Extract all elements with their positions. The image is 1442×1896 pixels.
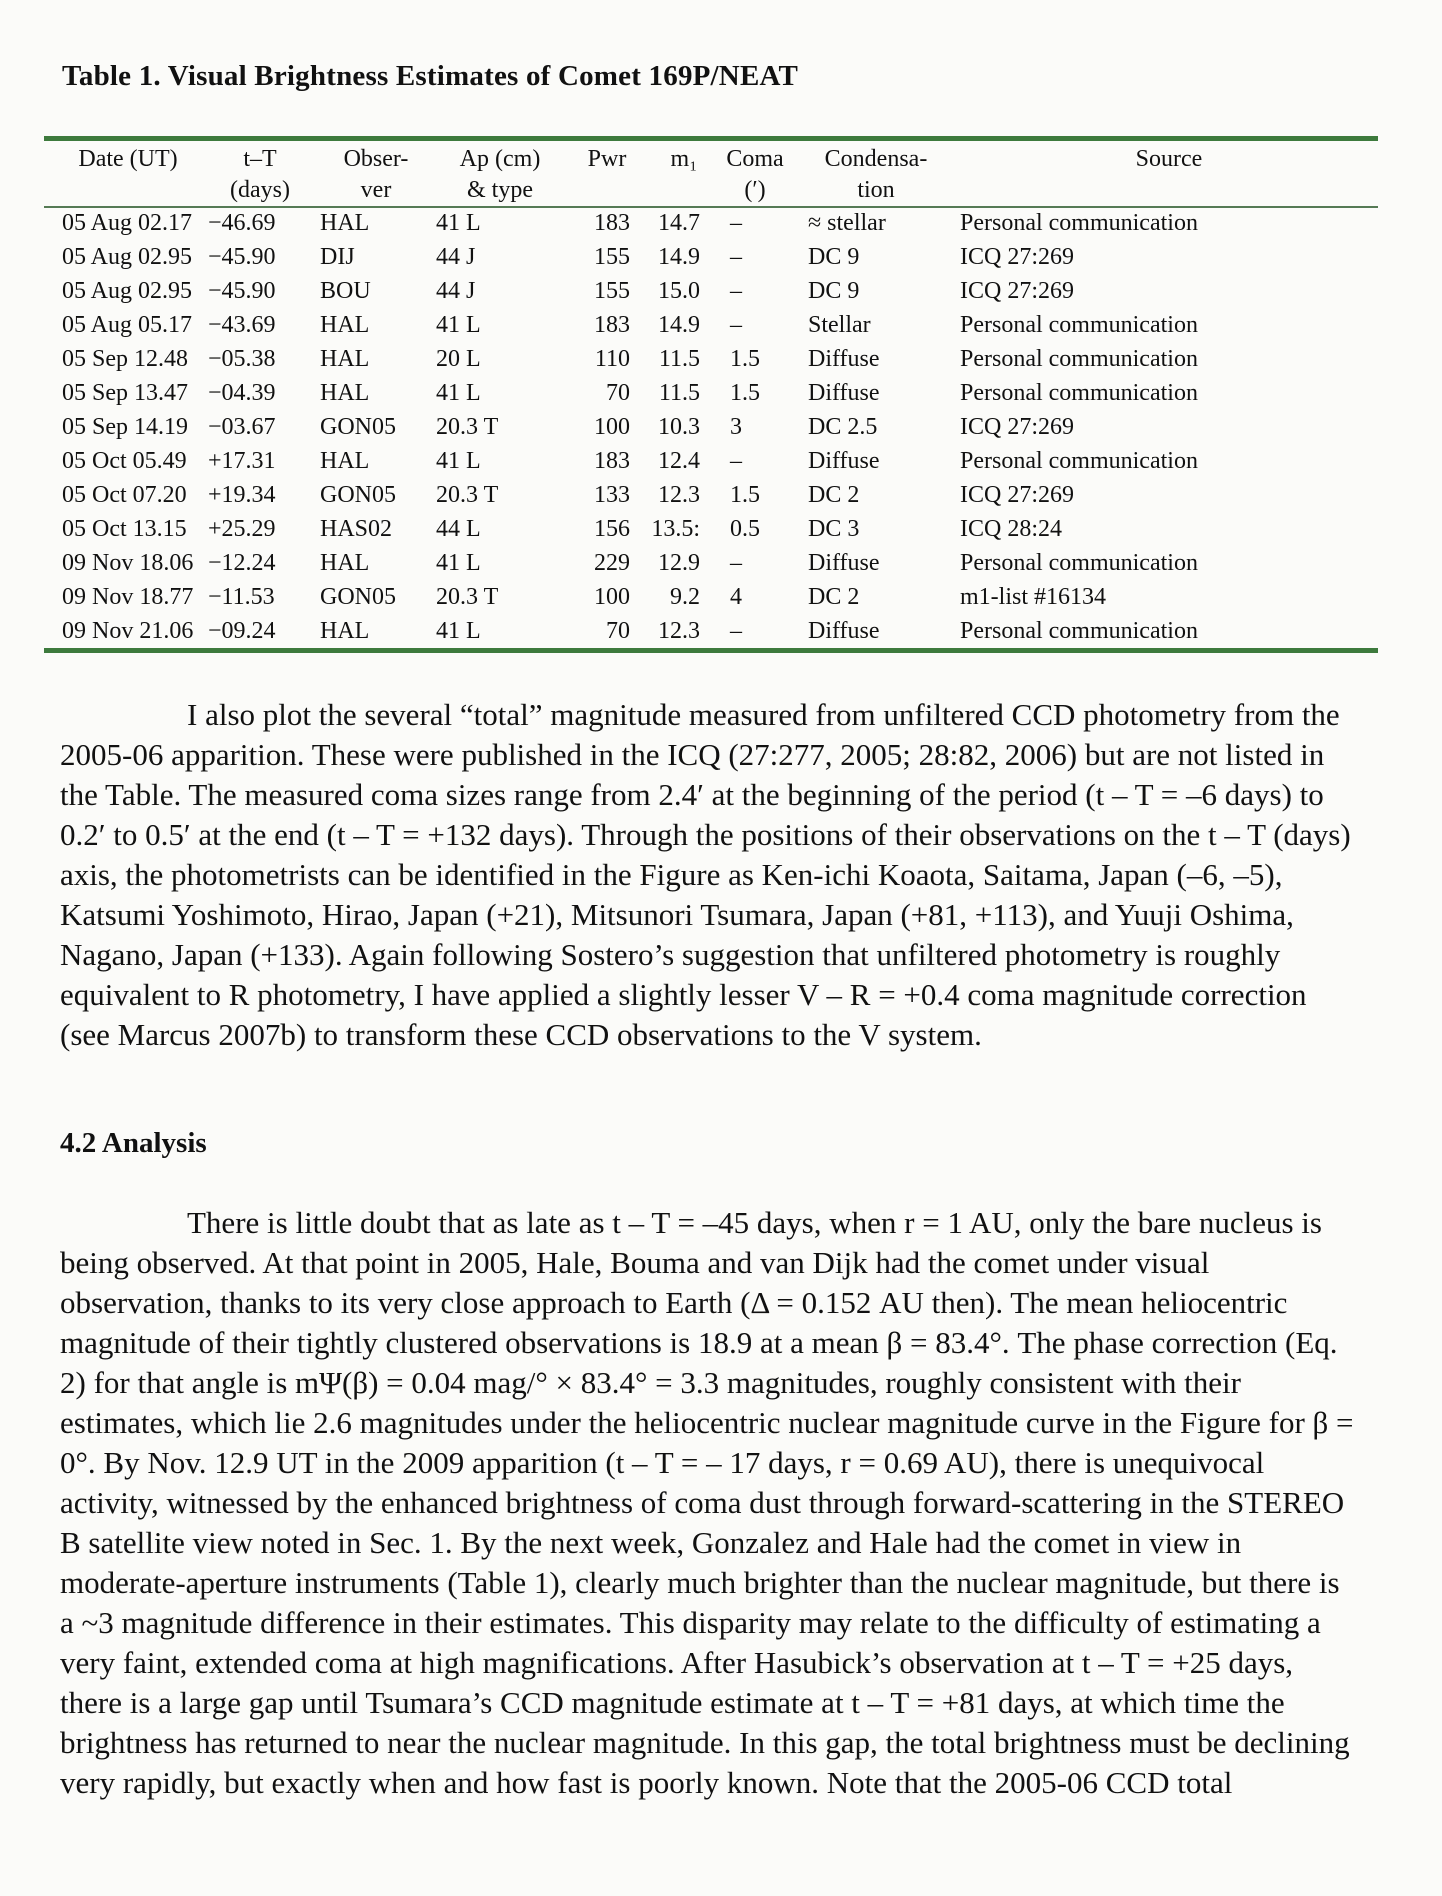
table-row bbox=[52, 240, 1378, 274]
cell-power: 155 bbox=[594, 244, 630, 270]
cell-observer: GON05 bbox=[320, 584, 396, 610]
header-aperture: Ap (cm) & type bbox=[459, 146, 541, 203]
paragraph-ccd-photometry: I also plot the several “total” magnitude measured from unfiltered CCD photometry from the 2005-06 apparition. These were published in the ICQ (27:277, 2005; 28:82, 2006) but are not listed in the Table. The measured coma sizes range from 2.4′ at the beginning of the period (t – T = –6 days) to 0.2′ to 0.5′ at the end (t – T = +132 days). Through the positions of their observations on the t – T (days) axis, the photometrists can be identified in the Figure as Ken-ichi Koaota, Saitama, Japan (–6, –5), Katsumi Yoshimoto, Hirao, Japan (+21), Mitsunori Tsumara, Japan (+81, +113), and Yuuji Oshima, Nagano, Japan (+133). Again following Sostero’s suggestion that unfiltered photometry is roughly equivalent to R photometry, I have applied a slightly lesser V – R = +0.4 coma magnitude correction (see Marcus 2007b) to transform these CCD observations to the V system. bbox=[60, 697, 1351, 1052]
header-source: Source bbox=[1135, 146, 1203, 172]
cell-date: 05 Aug 02.17 bbox=[62, 210, 193, 236]
header-power: Pwr bbox=[587, 146, 627, 172]
cell-observer: GON05 bbox=[320, 414, 396, 440]
cell-coma: 4 bbox=[730, 584, 742, 610]
cell-power: 183 bbox=[594, 210, 630, 236]
cell-condensation: Diffuse bbox=[808, 550, 880, 576]
cell-aperture: 41 L bbox=[436, 550, 481, 576]
cell-t-minus-T: +19.34 bbox=[208, 482, 276, 508]
cell-t-minus-T: −03.67 bbox=[208, 414, 276, 440]
cell-aperture: 41 L bbox=[436, 448, 481, 474]
cell-aperture: 41 L bbox=[436, 312, 481, 338]
cell-date: 05 Sep 12.48 bbox=[62, 346, 188, 372]
cell-t-minus-T: −45.90 bbox=[208, 244, 276, 270]
cell-date: 05 Aug 02.95 bbox=[62, 244, 193, 270]
cell-date: 05 Oct 05.49 bbox=[62, 448, 187, 474]
table-row bbox=[52, 546, 1378, 580]
cell-coma: – bbox=[730, 618, 742, 644]
cell-observer: HAL bbox=[320, 210, 370, 236]
cell-observer: HAL bbox=[320, 550, 370, 576]
cell-coma: 1.5 bbox=[730, 482, 760, 508]
cell-condensation: DC 3 bbox=[808, 516, 860, 542]
cell-condensation: DC 2 bbox=[808, 584, 860, 610]
cell-power: 70 bbox=[606, 380, 630, 406]
cell-m1: 15.0 bbox=[658, 278, 700, 304]
cell-date: 09 Nov 21.06 bbox=[62, 618, 194, 644]
header-condensation: Condensa- tion bbox=[824, 146, 928, 203]
cell-observer: HAL bbox=[320, 618, 370, 644]
cell-coma: – bbox=[730, 278, 742, 304]
cell-aperture: 44 J bbox=[436, 244, 476, 270]
cell-observer: HAL bbox=[320, 346, 370, 372]
cell-m1: 14.7 bbox=[658, 210, 700, 236]
cell-observer: HAL bbox=[320, 448, 370, 474]
cell-source: Personal communication bbox=[960, 380, 1198, 406]
cell-condensation: Diffuse bbox=[808, 380, 880, 406]
table-row bbox=[52, 274, 1378, 308]
cell-condensation: DC 9 bbox=[808, 278, 860, 304]
cell-t-minus-T: −09.24 bbox=[208, 618, 276, 644]
cell-condensation: ≈ stellar bbox=[808, 210, 886, 236]
cell-aperture: 20.3 T bbox=[436, 482, 499, 508]
table-row bbox=[52, 580, 1378, 614]
cell-date: 05 Sep 13.47 bbox=[62, 380, 188, 406]
cell-m1: 13.5: bbox=[651, 516, 700, 542]
cell-source: ICQ 27:269 bbox=[960, 482, 1074, 508]
cell-coma: – bbox=[730, 312, 742, 338]
table-header-row bbox=[52, 140, 1378, 206]
cell-date: 05 Oct 13.15 bbox=[62, 516, 187, 542]
cell-power: 100 bbox=[594, 414, 630, 440]
cell-aperture: 41 L bbox=[436, 618, 481, 644]
cell-date: 05 Aug 05.17 bbox=[62, 312, 193, 338]
cell-power: 183 bbox=[594, 448, 630, 474]
cell-m1: 14.9 bbox=[658, 244, 700, 270]
cell-m1: 12.9 bbox=[658, 550, 700, 576]
table-bottom-rule bbox=[44, 648, 1378, 653]
cell-power: 110 bbox=[594, 346, 630, 372]
table-row bbox=[52, 478, 1378, 512]
cell-m1: 12.4 bbox=[658, 448, 700, 474]
cell-aperture: 20.3 T bbox=[436, 414, 499, 440]
cell-condensation: Diffuse bbox=[808, 448, 880, 474]
cell-power: 100 bbox=[594, 584, 630, 610]
cell-observer: HAL bbox=[320, 380, 370, 406]
cell-aperture: 41 L bbox=[436, 210, 481, 236]
cell-source: ICQ 27:269 bbox=[960, 278, 1074, 304]
cell-m1: 10.3 bbox=[658, 414, 700, 440]
table-body bbox=[52, 206, 1378, 648]
cell-condensation: Diffuse bbox=[808, 346, 880, 372]
cell-source: Personal communication bbox=[960, 618, 1198, 644]
cell-power: 183 bbox=[594, 312, 630, 338]
cell-t-minus-T: +25.29 bbox=[208, 516, 276, 542]
cell-coma: 1.5 bbox=[730, 346, 760, 372]
cell-coma: 3 bbox=[730, 414, 742, 440]
cell-aperture: 41 L bbox=[436, 380, 481, 406]
cell-condensation: Diffuse bbox=[808, 618, 880, 644]
cell-coma: – bbox=[730, 244, 742, 270]
cell-source: Personal communication bbox=[960, 448, 1198, 474]
cell-m1: 11.5 bbox=[658, 346, 700, 372]
cell-power: 229 bbox=[594, 550, 630, 576]
cell-source: Personal communication bbox=[960, 550, 1198, 576]
cell-date: 09 Nov 18.77 bbox=[62, 584, 194, 610]
table-caption: Table 1. Visual Brightness Estimates of Comet 169P/NEAT bbox=[62, 60, 799, 92]
cell-condensation: DC 2 bbox=[808, 482, 860, 508]
table-row bbox=[52, 376, 1378, 410]
cell-source: Personal communication bbox=[960, 210, 1198, 236]
cell-coma: – bbox=[730, 448, 742, 474]
brightness-table bbox=[52, 140, 1378, 648]
cell-source: ICQ 27:269 bbox=[960, 414, 1074, 440]
cell-source: Personal communication bbox=[960, 346, 1198, 372]
cell-condensation: DC 9 bbox=[808, 244, 860, 270]
cell-m1: 12.3 bbox=[658, 482, 700, 508]
cell-m1: 14.9 bbox=[658, 312, 700, 338]
section-heading: 4.2 Analysis bbox=[60, 1127, 207, 1159]
cell-t-minus-T: −46.69 bbox=[208, 210, 276, 236]
table-row bbox=[52, 206, 1378, 240]
cell-t-minus-T: −12.24 bbox=[208, 550, 276, 576]
paragraph-analysis: There is little doubt that as late as t – T = –45 days, when r = 1 AU, only the bare nucleus is being observed. At that point in 2005, Hale, Bouma and van Dijk had the comet under visual observation, thanks to its very close approach to Earth (Δ = 0.152 AU then). The mean heliocentric magnitude of their tightly clustered observations is 18.9 at a mean β = 83.4°. The phase correction (Eq. 2) for that angle is mΨ(β) = 0.04 mag/° × 83.4° = 3.3 magnitudes, roughly consistent with their estimates, which lie 2.6 magnitudes under the heliocentric nuclear magnitude curve in the Figure for β = 0°. By Nov. 12.9 UT in the 2009 apparition (t – T = – 17 days, r = 0.69 AU), there is unequivocal activity, witnessed by the enhanced brightness of coma dust through forward-scattering in the STEREO B satellite view noted in Sec. 1. By the next week, Gonzalez and Hale had the comet in view in moderate-aperture instruments (Table 1), clearly much brighter than the nuclear magnitude, but there is a ~3 magnitude difference in their estimates. This disparity may relate to the difficulty of estimating a very faint, extended coma at high magnifications. After Hasubick’s observation at t – T = +25 days, there is a large gap until Tsumara’s CCD magnitude estimate at t – T = +81 days, at which time the brightness has returned to near the nuclear magnitude. In this gap, the total brightness must be declining very rapidly, but exactly when and how fast is poorly known. Note that the 2005-06 CCD total bbox=[60, 1205, 1354, 1800]
cell-observer: HAL bbox=[320, 312, 370, 338]
cell-aperture: 20 L bbox=[436, 346, 481, 372]
cell-source: ICQ 27:269 bbox=[960, 244, 1074, 270]
cell-coma: – bbox=[730, 210, 742, 236]
cell-power: 156 bbox=[594, 516, 630, 542]
cell-source: Personal communication bbox=[960, 312, 1198, 338]
cell-observer: DIJ bbox=[320, 244, 355, 270]
cell-power: 155 bbox=[594, 278, 630, 304]
table-row bbox=[52, 614, 1378, 648]
header-t-minus-T: t–T (days) bbox=[230, 146, 290, 203]
table-row bbox=[52, 512, 1378, 546]
cell-aperture: 44 J bbox=[436, 278, 476, 304]
cell-t-minus-T: −04.39 bbox=[208, 380, 276, 406]
cell-source: m1-list #16134 bbox=[960, 584, 1107, 610]
cell-observer: GON05 bbox=[320, 482, 396, 508]
cell-condensation: DC 2.5 bbox=[808, 414, 878, 440]
cell-t-minus-T: −43.69 bbox=[208, 312, 276, 338]
cell-power: 133 bbox=[594, 482, 630, 508]
cell-coma: 0.5 bbox=[730, 516, 760, 542]
cell-date: 05 Oct 07.20 bbox=[62, 482, 187, 508]
cell-t-minus-T: −11.53 bbox=[208, 584, 275, 610]
cell-m1: 12.3 bbox=[658, 618, 700, 644]
cell-t-minus-T: −45.90 bbox=[208, 278, 276, 304]
header-coma: Coma (′) bbox=[726, 146, 784, 203]
cell-aperture: 44 L bbox=[436, 516, 481, 542]
cell-m1: 9.2 bbox=[670, 584, 700, 610]
header-m1: m₁ bbox=[670, 146, 698, 172]
table-row bbox=[52, 410, 1378, 444]
cell-source: ICQ 28:24 bbox=[960, 516, 1062, 542]
header-date: Date (UT) bbox=[78, 146, 178, 172]
cell-aperture: 20.3 T bbox=[436, 584, 499, 610]
cell-condensation: Stellar bbox=[808, 312, 871, 338]
cell-m1: 11.5 bbox=[658, 380, 700, 406]
cell-coma: 1.5 bbox=[730, 380, 760, 406]
cell-observer: BOU bbox=[320, 278, 371, 304]
cell-power: 70 bbox=[606, 618, 630, 644]
cell-t-minus-T: +17.31 bbox=[208, 448, 276, 474]
cell-observer: HAS02 bbox=[320, 516, 393, 542]
table-row bbox=[52, 342, 1378, 376]
cell-date: 09 Nov 18.06 bbox=[62, 550, 194, 576]
header-observer: Obser- ver bbox=[343, 146, 409, 203]
cell-date: 05 Aug 02.95 bbox=[62, 278, 193, 304]
table-row bbox=[52, 444, 1378, 478]
cell-t-minus-T: −05.38 bbox=[208, 346, 276, 372]
cell-coma: – bbox=[730, 550, 742, 576]
cell-date: 05 Sep 14.19 bbox=[62, 414, 188, 440]
table-row bbox=[52, 308, 1378, 342]
